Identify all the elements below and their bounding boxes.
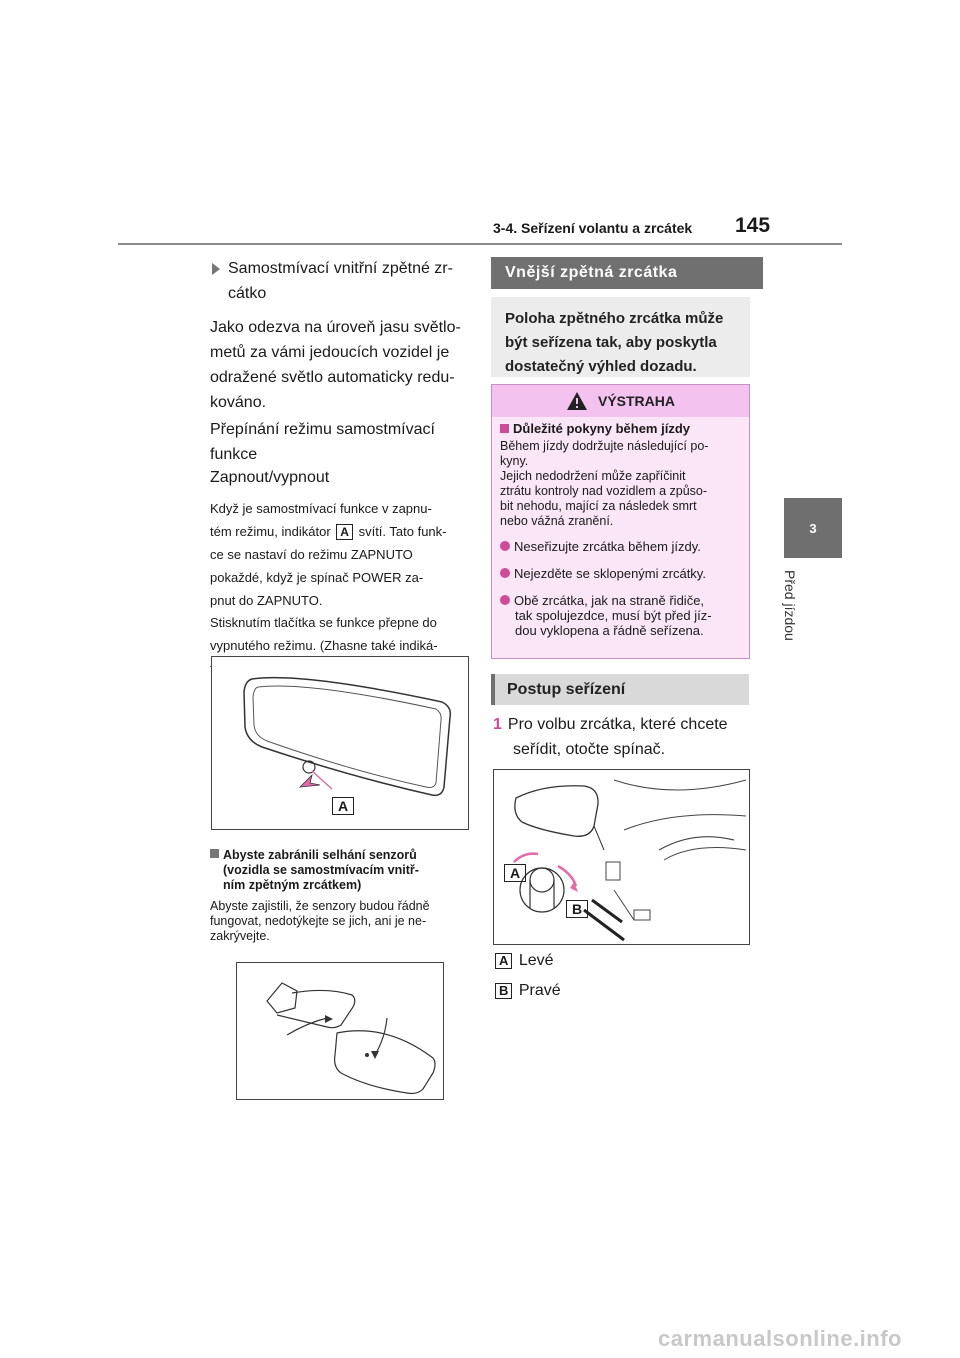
intro-line: Poloha zpětného zrcátka může [505, 310, 724, 327]
para-line: funkce [210, 446, 258, 463]
note-body-line: Abyste zajistili, že senzory budou řádně [210, 899, 430, 913]
chapter-tab: 3 [784, 498, 842, 558]
paragraph-1 [210, 315, 480, 415]
note-line: ce se nastaví do režimu ZAPNUTO [210, 547, 413, 562]
intro-box [491, 297, 750, 377]
chapter-label-container [782, 570, 838, 660]
bullet-text: dou vyklopena a řádně seřízena. [515, 623, 704, 638]
step-line: seřídit, otočte spínač. [513, 741, 666, 758]
bullet-text: Neseřizujte zrcátka během jízdy. [514, 539, 701, 554]
section-heading-procedure: Postup seřízení [491, 674, 749, 705]
chapter-label: Před jízdou [782, 570, 798, 641]
mirror-sensors-illustration [237, 963, 443, 1099]
legend-key-b: B [495, 983, 512, 999]
note-title-line: ním zpětným zrcátkem) [223, 878, 362, 892]
warning-title: VÝSTRAHA [597, 393, 675, 409]
circle-bullet-icon [500, 568, 510, 578]
note-line: Když je samostmívací funkce v zapnu- [210, 501, 432, 516]
legend-b [493, 978, 561, 1003]
warning-bullet [500, 593, 741, 608]
note-title-line: Abyste zabránili selhání senzorů [223, 848, 417, 862]
para-line: kováno. [210, 394, 267, 411]
note-title-line: (vozidla se samostmívacím vnitř- [223, 863, 419, 877]
step-number: 1 [493, 716, 502, 733]
triangle-bullet-icon [212, 263, 220, 275]
note-line: Stisknutím tlačítka se funkce přepne do [210, 615, 437, 630]
callout-a: A [504, 864, 526, 882]
warning-triangle-icon [566, 391, 588, 411]
step-line: Pro volbu zrcátka, které chcete [507, 716, 728, 733]
indicator-a-label: A [336, 524, 353, 540]
step-1 [493, 712, 753, 762]
para-line: Přepínání režimu samostmívací [210, 421, 435, 438]
rearview-mirror-figure [211, 656, 469, 830]
callout-b: B [566, 900, 588, 918]
mirror-switch-figure [493, 769, 750, 945]
warning-content [492, 417, 749, 638]
section-title: 3-4. Seřízení volantu a zrcátek [493, 220, 693, 236]
warning-bullet [500, 566, 741, 581]
callout-a: A [332, 797, 354, 815]
paragraph-3: Zapnout/vypnout [210, 469, 330, 486]
note-line: svítí. Tato funk- [358, 524, 447, 539]
note-line: vypnutého režimu. (Zhasne také indiká- [210, 638, 438, 653]
page-number: 145 [735, 214, 771, 237]
paragraph-2 [210, 417, 480, 467]
intro-line: dostatečný výhled dozadu. [505, 358, 697, 375]
warning-box [491, 384, 750, 659]
section-heading-outer-mirrors: Vnější zpětná zrcátka [491, 257, 763, 289]
square-bullet-icon [500, 424, 509, 433]
warning-body-line: kyny. [500, 454, 529, 468]
warning-body-line: Během jízdy dodržujte následující po- [500, 439, 709, 453]
circle-bullet-icon [500, 541, 510, 551]
sensor-note [210, 848, 472, 944]
intro-line: být seřízena tak, aby poskytla [505, 334, 717, 351]
note-auto-dim [210, 497, 480, 612]
watermark: carmanualsonline.info [658, 1326, 902, 1351]
warning-body-line: ztrátu kontroly nad vozidlem a způso- [500, 484, 708, 498]
legend-key-a: A [495, 953, 512, 969]
para-line: Jako odezva na úroveň jasu světlo- [210, 319, 461, 336]
note-body-line: fungovat, nedotýkejte se jich, ani je ne- [210, 914, 427, 928]
note-body-line: zakrývejte. [210, 929, 270, 943]
warning-bullet [500, 539, 741, 554]
para-line: metů za vámi jedoucích vozidel je [210, 344, 450, 361]
square-bullet-icon [210, 849, 219, 858]
bullet-line: Samostmívací vnitřní zpětné zr- [228, 260, 453, 277]
note-line: tém režimu, indikátor [210, 524, 331, 539]
warning-subhead: Důležité pokyny během jízdy [513, 421, 690, 436]
note-line: pnut do ZAPNUTO. [210, 593, 323, 608]
circle-bullet-icon [500, 595, 510, 605]
mirror-switch-illustration [494, 770, 749, 944]
legend-text: Pravé [518, 982, 561, 999]
bullet-item [212, 256, 472, 306]
legend-text: Levé [518, 952, 554, 969]
warning-title-bar [492, 385, 749, 417]
bullet-text: Obě zrcátka, jak na straně řidiče, [514, 593, 705, 608]
bullet-text: Nejezděte se sklopenými zrcátky. [514, 566, 706, 581]
note-line: pokaždé, když je spínač POWER za- [210, 570, 424, 585]
bullet-text: tak spolujezdce, musí být před jíz- [515, 608, 712, 623]
para-line: odražené světlo automaticky redu- [210, 369, 455, 386]
warning-body-line: Jejich nedodržení může zapříčinit [500, 469, 686, 483]
header-divider [118, 243, 842, 245]
footer [0, 1318, 960, 1358]
legend-a [493, 948, 554, 973]
warning-body-line: bit nehodu, mající za následek smrt [500, 499, 697, 513]
bullet-line: cátko [228, 285, 267, 302]
warning-body-line: nebo vážná zranění. [500, 514, 614, 528]
mirror-sensor-figure [236, 962, 444, 1100]
